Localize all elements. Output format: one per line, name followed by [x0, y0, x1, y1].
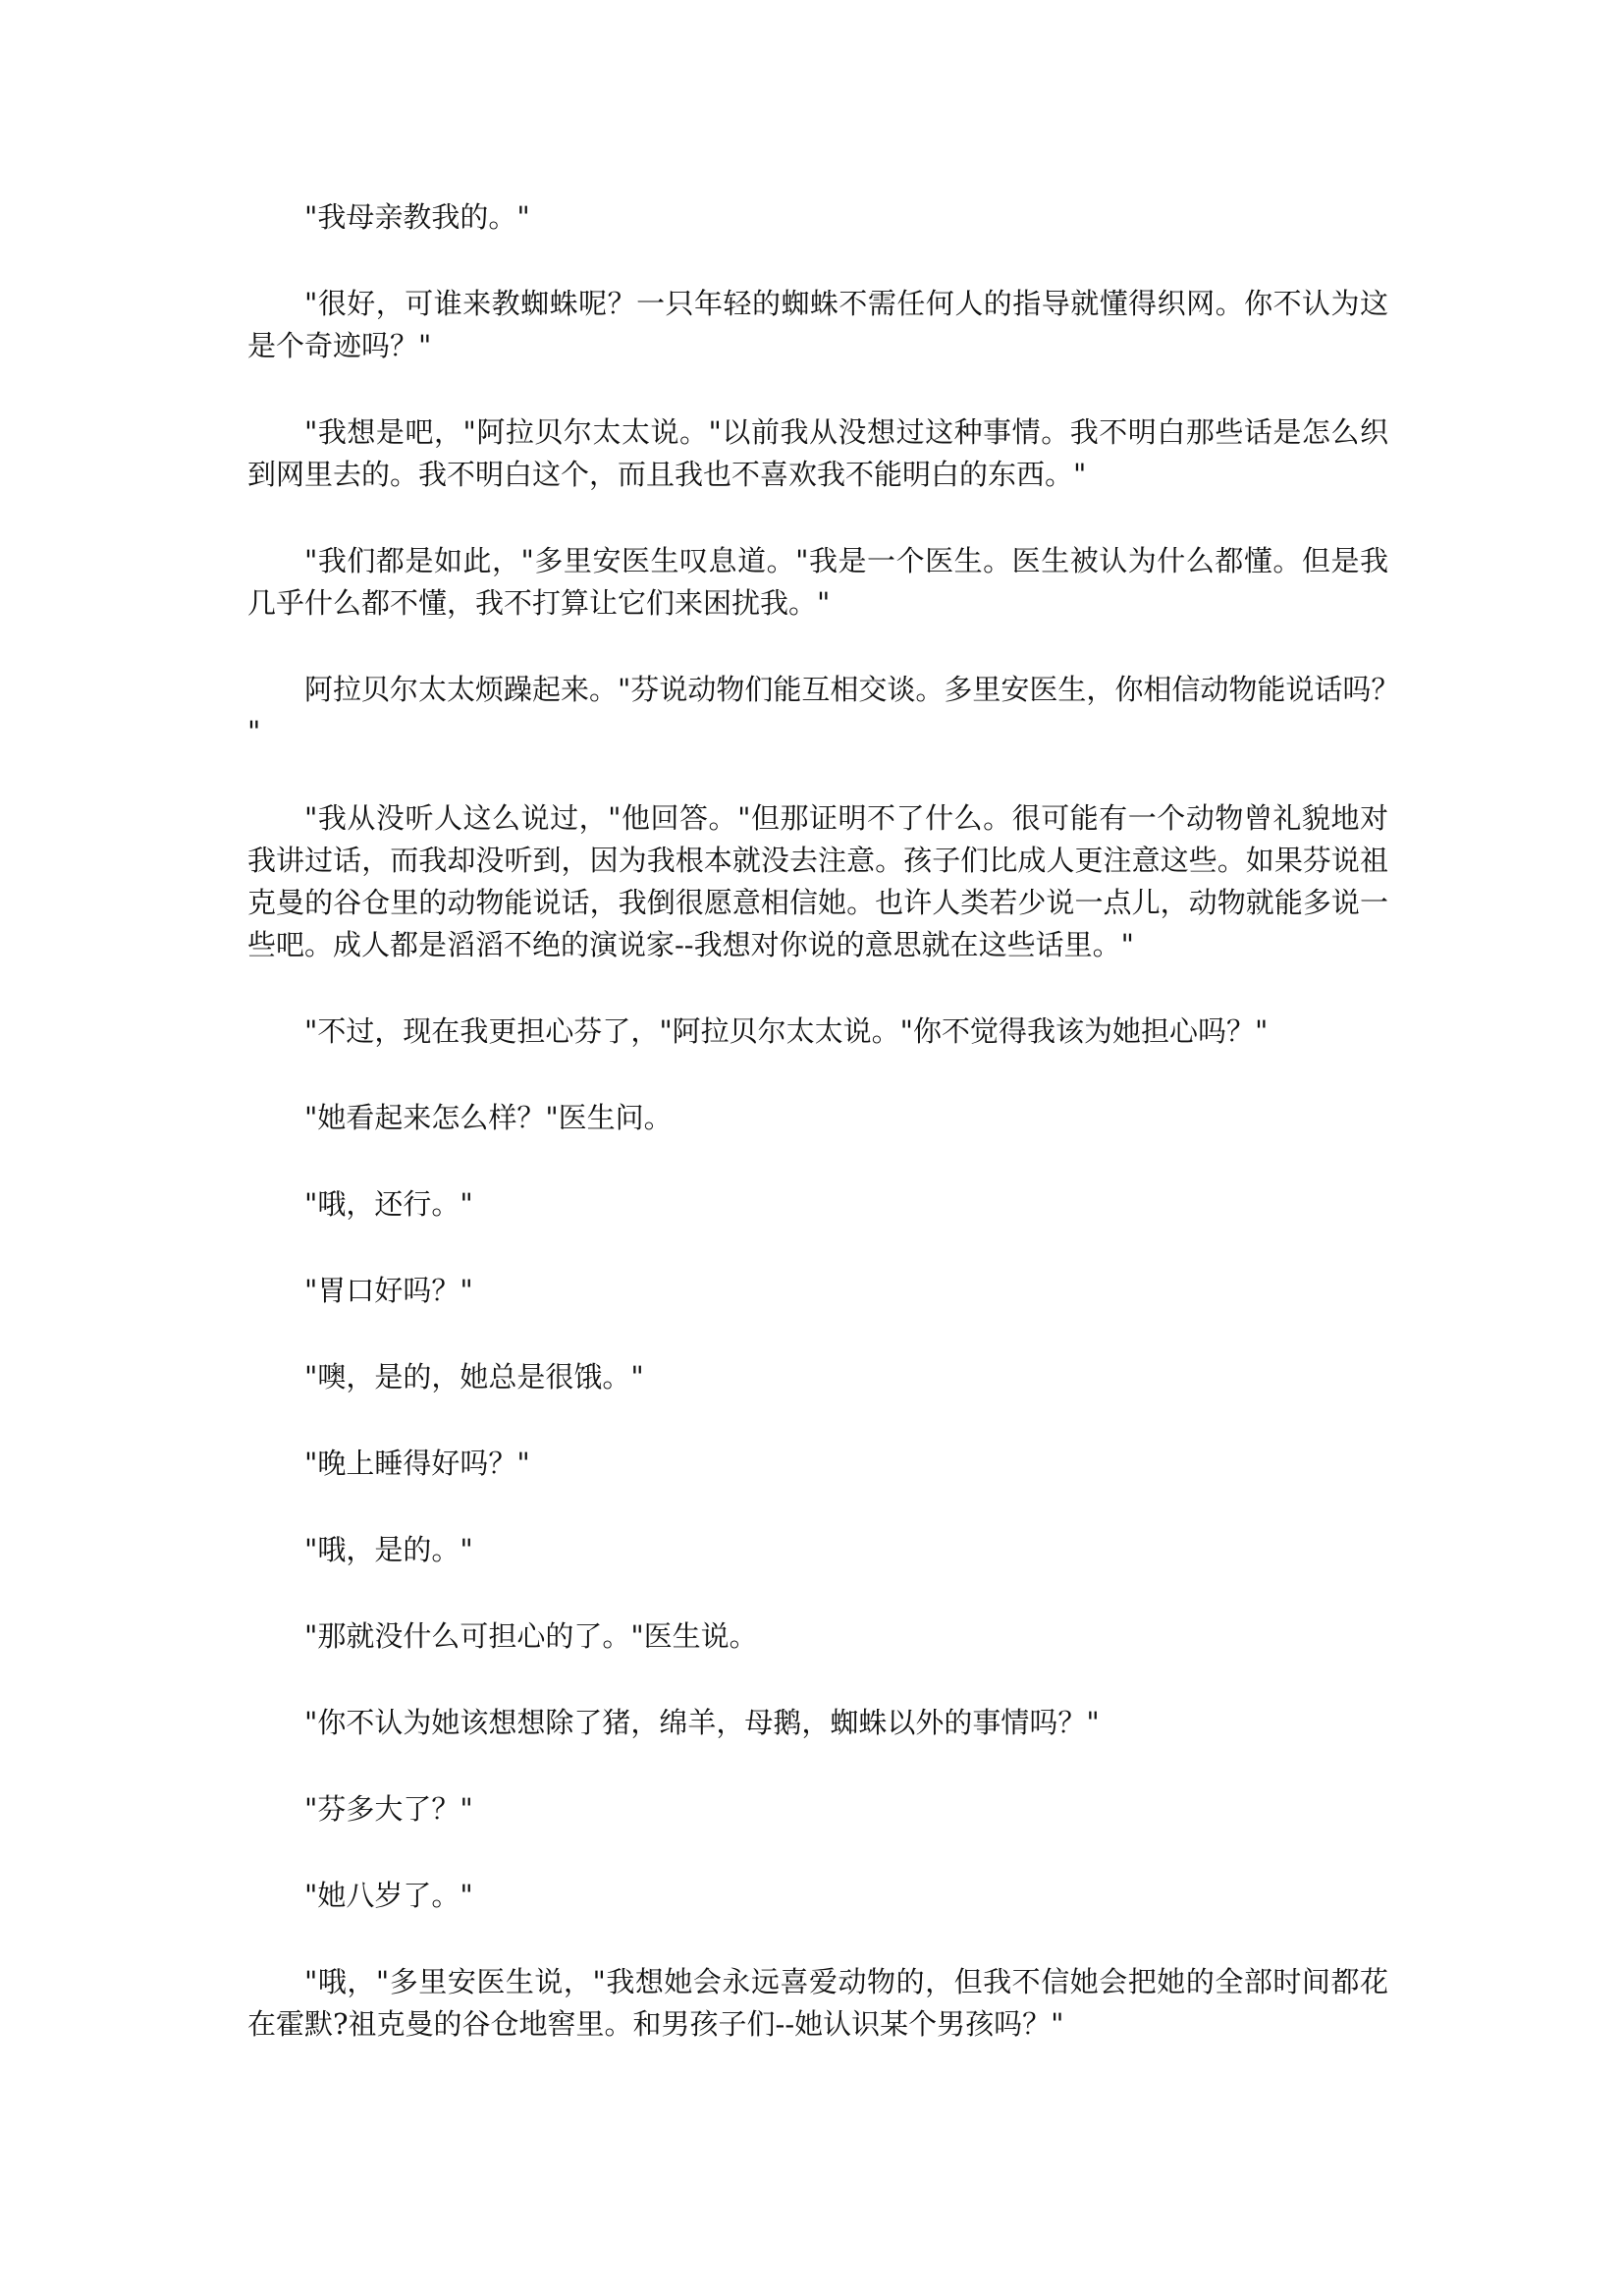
- paragraph: [247, 1615, 1388, 1658]
- text-line: "哦，还行。": [304, 1187, 473, 1221]
- text-line: "我从没听人这么说过，"他回答。"但那证明不了什么。很可能有一个动物曾礼貌地对: [304, 801, 1388, 835]
- text-line: 几乎什么都不懂，我不打算让它们来困扰我。": [247, 586, 831, 620]
- document-page: [247, 196, 1400, 2090]
- paragraph: [247, 411, 1388, 496]
- text-line: "我母亲教我的。": [304, 200, 530, 234]
- text-line: "晚上睡得好吗？": [304, 1447, 530, 1480]
- text-line: "哦，是的。": [304, 1533, 473, 1566]
- paragraph: [247, 1097, 1388, 1139]
- text-line: 是个奇迹吗？": [247, 329, 432, 362]
- paragraph: [247, 1443, 1388, 1485]
- paragraph: [247, 540, 1388, 625]
- text-line: "她看起来怎么样？"医生问。: [304, 1101, 673, 1134]
- text-line: 克曼的谷仓里的动物能说话，我倒很愿意相信她。也许人类若少说一点儿，动物就能多说一: [247, 886, 1388, 919]
- paragraph: [247, 1356, 1388, 1398]
- text-line: "你不认为她该想想除了猪，绵羊，母鹅，蜘蛛以外的事情吗？": [304, 1706, 1100, 1739]
- text-line: 些吧。成人都是滔滔不绝的演说家--我想对你说的意思就在这些话里。": [247, 928, 1134, 961]
- paragraph: [247, 1788, 1388, 1831]
- text-line: "芬多大了？": [304, 1792, 473, 1826]
- paragraph: [247, 196, 1388, 239]
- text-line: 阿拉贝尔太太烦躁起来。"芬说动物们能互相交谈。多里安医生，你相信动物能说话吗？: [304, 673, 1400, 706]
- text-line: "胃口好吗？": [304, 1274, 473, 1307]
- text-line: "很好，可谁来教蜘蛛呢？一只年轻的蜘蛛不需任何人的指导就懂得织网。你不认为这: [304, 287, 1388, 320]
- paragraph: [247, 669, 1400, 753]
- paragraph: [247, 1875, 1388, 1917]
- text-line: "哦，"多里安医生说，"我想她会永远喜爱动物的，但我不信她会把她的全部时间都花: [304, 1965, 1388, 1998]
- text-line: "不过，现在我更担心芬了，"阿拉贝尔太太说。"你不觉得我该为她担心吗？": [304, 1014, 1269, 1048]
- text-line: "那就没什么可担心的了。"医生说。: [304, 1619, 758, 1653]
- text-line: 到网里去的。我不明白这个，而且我也不喜欢我不能明白的东西。": [247, 458, 1087, 491]
- text-line: 在霍默?祖克曼的谷仓地窖里。和男孩子们--她认识某个男孩吗？": [247, 2007, 1064, 2041]
- paragraph: [247, 1270, 1388, 1312]
- text-line: 我讲过话，而我却没听到，因为我根本就没去注意。孩子们比成人更注意这些。如果芬说祖: [247, 844, 1388, 877]
- paragraph: [247, 283, 1388, 367]
- paragraph: [247, 1961, 1388, 2046]
- paragraph: [247, 797, 1388, 966]
- text-line: "我们都是如此，"多里安医生叹息道。"我是一个医生。医生被认为什么都懂。但是我: [304, 544, 1388, 577]
- text-line: "噢，是的，她总是很饿。": [304, 1360, 644, 1394]
- text-line: ": [247, 715, 261, 748]
- paragraph: [247, 1011, 1388, 1053]
- text-line: "她八岁了。": [304, 1879, 473, 1912]
- paragraph: [247, 1529, 1388, 1571]
- paragraph: [247, 1183, 1388, 1226]
- text-line: "我想是吧，"阿拉贝尔太太说。"以前我从没想过这种事情。我不明白那些话是怎么织: [304, 415, 1388, 449]
- paragraph: [247, 1702, 1388, 1744]
